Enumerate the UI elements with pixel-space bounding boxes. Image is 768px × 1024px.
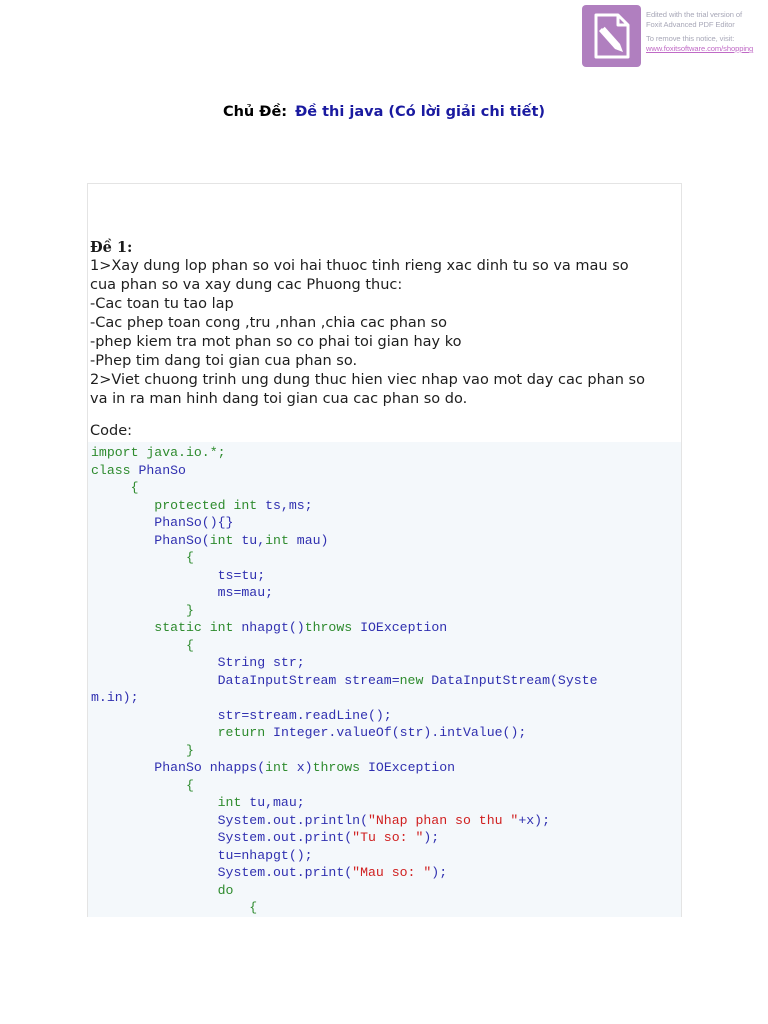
code-token: tu=nhapgt(); [91,847,313,863]
code-token: tu, [241,532,266,548]
code-line [91,584,598,602]
code-line [91,724,598,742]
watermark-shopping-link[interactable]: www.foxitsoftware.com/shopping [646,44,754,53]
code-line [91,637,598,655]
code-token: throws [312,760,368,775]
topic-label: Chủ Đề: [222,104,288,120]
problem-statement [90,238,676,409]
code-token: PhanSo [138,462,186,478]
foxit-trial-watermark [582,5,768,69]
code-line [91,549,598,567]
code-token: int [265,760,297,775]
code-token: System.out.println( [91,812,368,828]
problem-line: -Cac toan tu tao lap [90,296,234,312]
code-token: { [91,900,258,915]
code-token: IOException [360,620,448,635]
code-token: protected int [91,497,266,513]
code-token: PhanSo( [91,532,210,548]
code-token: nhapgt() [241,620,305,635]
watermark-notice [646,10,768,54]
problem-line: 1>Xay dung lop phan so voi hai thuoc tinh rieng xac dinh tu so va mau so [90,258,629,274]
code-line [91,672,598,690]
code-token: tu,mau; [249,795,305,810]
code-token: x) [296,760,313,775]
watermark-line: To remove this notice, visit: [646,34,735,43]
code-token: do [91,882,234,898]
code-token: ms=mau; [91,585,274,600]
foxit-logo-icon [582,5,641,67]
code-token: IOException [368,760,456,775]
code-token: new [399,672,432,688]
code-line [91,742,598,760]
code-token: "Nhap phan so thu " [367,812,519,828]
code-token: DataInputStream stream= [91,672,400,688]
code-token: System.out.print( [91,865,353,880]
code-token: { [91,637,194,653]
code-token: throws [304,620,361,635]
problem-line: 2>Viet chuong trinh ung dung thuc hien viec nhap vao mot day cac phan so [90,372,645,388]
code-line [91,689,598,707]
code-token: ts=tu; [91,567,266,583]
content-frame [87,183,682,917]
code-line [91,882,598,900]
code-lines [91,444,598,917]
code-token: } [91,602,194,618]
code-token: PhanSo(){} [91,515,234,530]
code-token: { [91,777,194,793]
code-token: ts,ms; [265,497,313,513]
code-line [91,864,598,882]
code-token: mau) [296,532,329,548]
code-token: "Mau so: " [352,865,432,880]
problem-line: -phep kiem tra mot phan so co phai toi gian hay ko [90,334,462,350]
code-line [91,497,598,515]
code-line [91,514,598,532]
document-title [0,104,768,120]
code-token: String str; [91,655,305,670]
code-line [91,777,598,795]
code-line [91,567,598,585]
code-token: class [91,462,139,478]
code-line [91,479,598,497]
topic-value: Đề thi java (Có lời giải chi tiết) [295,104,546,120]
code-token: +x); [518,812,551,828]
problem-line: cua phan so va xay dung cac Phuong thuc: [90,277,403,293]
problem-line: -Phep tim dang toi gian cua phan so. [90,353,358,369]
code-line [91,759,598,777]
watermark-line: Foxit Advanced PDF Editor [646,20,735,29]
code-token: "Tu so: " [352,830,424,845]
code-line [91,707,598,725]
watermark-line: Edited with the trial version of [646,10,742,19]
code-token: ); [423,830,440,845]
code-token: { [91,550,194,565]
code-block [88,442,681,917]
code-line [91,847,598,865]
code-line [91,462,598,480]
code-token: ); [431,865,448,880]
code-token: Integer.valueOf(str).intValue(); [273,725,527,740]
code-token: DataInputStream(Syste [431,672,598,688]
code-token: int [265,532,297,548]
code-line [91,829,598,847]
problem-line: -Cac phep toan cong ,tru ,nhan ,chia cac phan so [90,315,448,331]
code-line [91,812,598,830]
code-line [91,899,598,917]
code-token: static int [91,620,242,635]
code-line [91,532,598,550]
problem-heading: Đề 1: [90,239,133,256]
code-line [91,619,598,637]
code-token: m.in); [91,690,139,705]
code-token: { [91,480,139,495]
code-token: import java.io.*; [91,445,226,460]
code-label: Code: [90,423,133,439]
code-line [91,602,598,620]
code-token: int [91,795,250,810]
code-token: str=stream.readLine(); [91,707,392,723]
code-line [91,654,598,672]
code-token: System.out.print( [91,830,353,845]
code-line [91,444,598,462]
code-token: PhanSo nhapps( [91,760,266,775]
problem-line: va in ra man hinh dang toi gian cua cac phan so do. [90,391,468,407]
code-token: return [91,725,274,740]
code-token: } [91,742,194,758]
code-line [91,794,598,812]
code-token: int [209,532,242,548]
